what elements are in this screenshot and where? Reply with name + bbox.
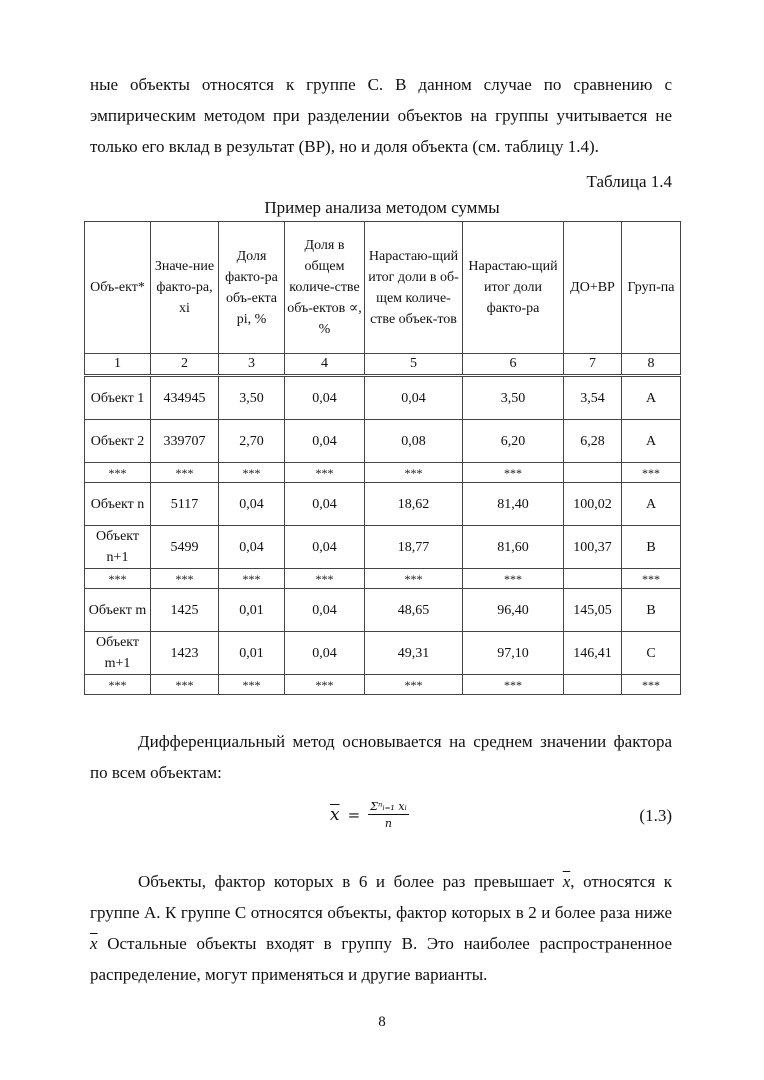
table-cell: 100,02 — [564, 483, 622, 526]
table-cell: *** — [285, 569, 365, 589]
table-cell: Объект n+1 — [85, 526, 151, 569]
table-row — [85, 675, 681, 695]
analysis-table — [84, 221, 681, 695]
table-row — [85, 420, 681, 463]
table-cell: *** — [151, 463, 219, 483]
table-cell: В — [622, 589, 681, 632]
table-cell: *** — [622, 675, 681, 695]
table-row — [85, 526, 681, 569]
table-cell: *** — [622, 569, 681, 589]
table-cell: 0,01 — [219, 632, 285, 675]
table-title: Пример анализа методом суммы — [264, 198, 500, 217]
column-number: 7 — [564, 354, 622, 376]
conclusion-paragraph — [90, 866, 672, 990]
table-cell: 339707 — [151, 420, 219, 463]
table-cell: 0,08 — [365, 420, 463, 463]
table-cell: В — [622, 526, 681, 569]
formula-denominator: n — [384, 817, 392, 830]
column-number: 6 — [463, 354, 564, 376]
table-cell: 0,04 — [285, 376, 365, 420]
table-cell: Объект n — [85, 483, 151, 526]
column-header: Нарастаю-щий итог доли факто-ра — [463, 222, 564, 354]
column-number: 3 — [219, 354, 285, 376]
table-cell: 1423 — [151, 632, 219, 675]
table-cell: 6,28 — [564, 420, 622, 463]
table-cell: 5499 — [151, 526, 219, 569]
table-cell: 0,04 — [285, 483, 365, 526]
table-cell: А — [622, 376, 681, 420]
table-cell: *** — [285, 463, 365, 483]
formula-equals: = — [347, 806, 361, 824]
table-cell: 0,01 — [219, 589, 285, 632]
table-cell: 48,65 — [365, 589, 463, 632]
table-cell: С — [622, 632, 681, 675]
table-cell: 97,10 — [463, 632, 564, 675]
table-row — [85, 483, 681, 526]
table-cell: 5117 — [151, 483, 219, 526]
table-cell: *** — [85, 675, 151, 695]
mean-symbol: $\overline{x}$ — [562, 872, 571, 891]
table-cell: 0,04 — [285, 632, 365, 675]
table-cell: 100,37 — [564, 526, 622, 569]
table-cell: *** — [365, 463, 463, 483]
table-row — [85, 376, 681, 420]
table-cell: 0,04 — [219, 483, 285, 526]
formula-fraction — [368, 800, 409, 830]
conclusion-text: Остальные объекты входят в группу В. Это наиболее распространенное распределение, могут применяться и другие варианты. — [90, 934, 672, 984]
column-number: 5 — [365, 354, 463, 376]
page-number: 8 — [378, 1014, 386, 1030]
table-cell: 146,41 — [564, 632, 622, 675]
formula-numerator: Σⁿᵢ₌₁ xᵢ — [370, 800, 407, 813]
table-cell: 18,77 — [365, 526, 463, 569]
column-number-row — [85, 354, 681, 376]
table-cell: *** — [463, 569, 564, 589]
table-cell: 0,04 — [285, 526, 365, 569]
table-cell: *** — [151, 569, 219, 589]
table-cell: 0,04 — [285, 589, 365, 632]
table-cell: 434945 — [151, 376, 219, 420]
column-header: Объ-ект* — [85, 222, 151, 354]
table-cell: 1425 — [151, 589, 219, 632]
table-cell: Объект 2 — [85, 420, 151, 463]
table-cell: *** — [151, 675, 219, 695]
table-cell — [564, 463, 622, 483]
table-cell: Объект 1 — [85, 376, 151, 420]
formula-lhs: $\overline{x}$ — [330, 805, 340, 825]
table-cell: 0,04 — [285, 420, 365, 463]
table-cell: 81,60 — [463, 526, 564, 569]
table-cell: 81,40 — [463, 483, 564, 526]
table-cell: 2,70 — [219, 420, 285, 463]
table-cell: *** — [463, 463, 564, 483]
column-header: Доля факто-ра объ-екта pi, % — [219, 222, 285, 354]
column-header: ДО+ВР — [564, 222, 622, 354]
header-row — [85, 222, 681, 354]
table-row — [85, 463, 681, 483]
table-cell: *** — [219, 569, 285, 589]
table-cell: 49,31 — [365, 632, 463, 675]
column-number: 2 — [151, 354, 219, 376]
table-cell: 0,04 — [219, 526, 285, 569]
table-cell: Объект m+1 — [85, 632, 151, 675]
table-cell: *** — [85, 569, 151, 589]
column-header: Значе-ние факто-ра, xi — [151, 222, 219, 354]
column-header: Груп-па — [622, 222, 681, 354]
table-label: Таблица 1.4 — [586, 172, 672, 191]
table-cell: 3,50 — [463, 376, 564, 420]
table-cell: *** — [85, 463, 151, 483]
table-cell: 18,62 — [365, 483, 463, 526]
mean-formula — [330, 800, 409, 830]
table-row — [85, 632, 681, 675]
table-cell: *** — [622, 463, 681, 483]
table-cell: *** — [219, 675, 285, 695]
conclusion-text: , относятся к группе А. К группе С относятся объекты, фактор которых в 2 и более раза ниже — [90, 872, 672, 922]
column-number: 1 — [85, 354, 151, 376]
table-cell: *** — [463, 675, 564, 695]
column-number: 4 — [285, 354, 365, 376]
table-cell — [564, 569, 622, 589]
mean-symbol: $\overline{x}$ — [90, 934, 98, 953]
conclusion-text: Объекты, фактор которых в 6 и более раз превышает — [138, 872, 563, 891]
column-header: Нарастаю-щий итог доли в об-щем количе-стве объек-тов — [365, 222, 463, 354]
intro-paragraph: ные объекты относятся к группе С. В данном случае по сравнению с эмпирическим методом при разделении объектов на группы учитывается не только его вклад в результат (ВР), но и доля объекта (см. таблицу 1.4). — [90, 75, 672, 156]
table-cell: *** — [365, 569, 463, 589]
table-cell: *** — [219, 463, 285, 483]
table-cell: А — [622, 483, 681, 526]
table-cell: *** — [285, 675, 365, 695]
table-cell: А — [622, 420, 681, 463]
table-cell: 96,40 — [463, 589, 564, 632]
table-cell: 0,04 — [365, 376, 463, 420]
differential-paragraph: Дифференциальный метод основывается на среднем значении фактора по всем объектам: — [90, 732, 672, 782]
table-cell: *** — [365, 675, 463, 695]
column-number: 8 — [622, 354, 681, 376]
table-cell: 3,50 — [219, 376, 285, 420]
table-row — [85, 569, 681, 589]
table-cell: Объект m — [85, 589, 151, 632]
table-row — [85, 589, 681, 632]
column-header: Доля в общем количе-стве объ-ектов ∝, % — [285, 222, 365, 354]
table-cell: 6,20 — [463, 420, 564, 463]
table-cell: 3,54 — [564, 376, 622, 420]
table-cell: 145,05 — [564, 589, 622, 632]
table-cell — [564, 675, 622, 695]
equation-number: (1.3) — [639, 806, 672, 825]
